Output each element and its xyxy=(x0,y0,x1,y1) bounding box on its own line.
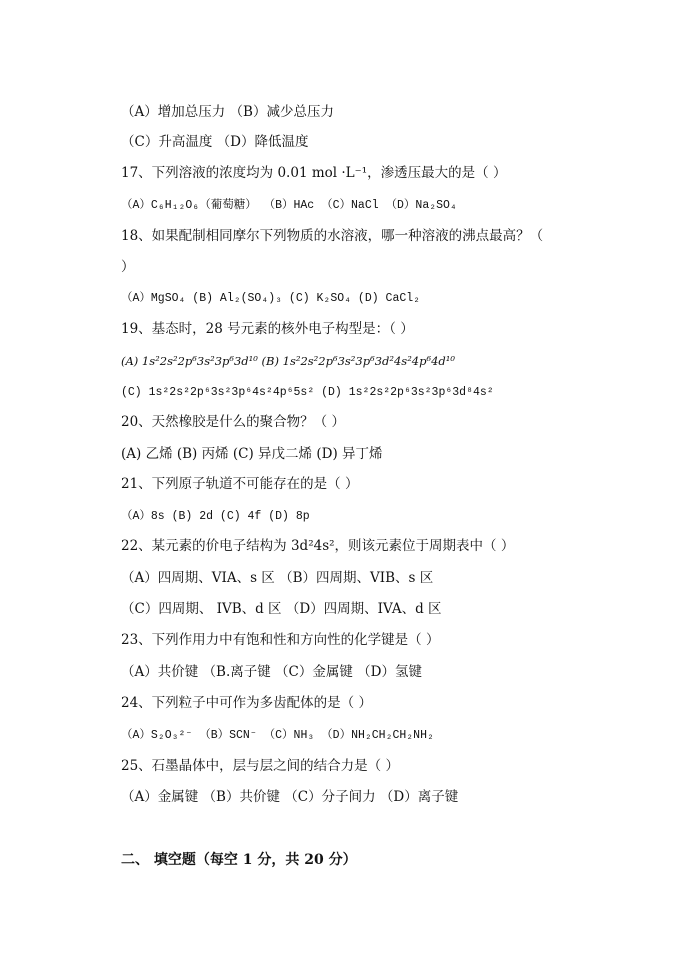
question-22-options-cd: （C）四周期、 IVB、d 区 （D）四周期、IVA、d 区 xyxy=(121,601,442,617)
question-21: 21、下列原子轨道不可能存在的是（ ） xyxy=(121,476,359,492)
question-22-options-ab: （A）四周期、VIA、s 区 （B）四周期、VIB、s 区 xyxy=(121,570,434,586)
question-18-options: （A）MgSO₄ (B) Al₂(SO₄)₃ (C) K₂SO₄ (D) CaCl₂ xyxy=(121,292,421,305)
question-25: 25、石墨晶体中，层与层之间的结合力是（ ） xyxy=(121,758,399,774)
question-24-options: （A）S₂O₃²⁻ （B）SCN⁻ （C）NH₃ （D）NH₂CH₂CH₂NH₂ xyxy=(121,729,434,742)
question-18-continuation: ） xyxy=(121,259,135,275)
question-17-options: （A）C₆H₁₂O₆（葡萄糖） （B）HAc （C）NaCl （D）Na₂SO₄ xyxy=(121,199,457,212)
question-19-options-cd: (C) 1s²2s²2p⁶3s²3p⁶4s²4p⁶5s² (D) 1s²2s²2p⁶3s²3p⁶3d⁸4s² xyxy=(121,386,494,399)
question-20: 20、天然橡胶是什么的聚合物？（ ） xyxy=(121,414,345,430)
question-19: 19、基态时，28 号元素的核外电子构型是：（ ） xyxy=(121,321,414,337)
question-23: 23、下列作用力中有饱和性和方向性的化学键是（ ） xyxy=(121,632,440,648)
question-19-options-ab: (A) 1s²2s²2p⁶3s²3p⁶3d¹⁰ (B) 1s²2s²2p⁶3s²3p⁶3d²4s²4p⁶4d¹⁰ xyxy=(121,354,455,368)
question-23-options: （A）共价键 （B.离子键 （C）金属键 （D）氢键 xyxy=(121,664,422,680)
question-21-options: （A）8s (B) 2d (C) 4f (D) 8p xyxy=(121,510,310,523)
section-heading-fill-in: 二、 填空题（每空 1 分，共 20 分） xyxy=(121,852,357,868)
option-line-temperature: （C）升高温度 （D）降低温度 xyxy=(121,134,309,150)
question-17: 17、下列溶液的浓度均为 0.01 mol ·L⁻¹，渗透压最大的是（ ） xyxy=(121,165,507,181)
question-18: 18、如果配制相同摩尔下列物质的水溶液，哪一种溶液的沸点最高？（ xyxy=(121,228,544,244)
question-20-options: (A) 乙烯 (B) 丙烯 (C) 异戊二烯 (D) 异丁烯 xyxy=(121,446,383,462)
question-22: 22、某元素的价电子结构为 3d²4s²，则该元素位于周期表中（ ） xyxy=(121,538,515,554)
question-24: 24、下列粒子中可作为多齿配体的是（ ） xyxy=(121,695,372,711)
option-line-pressure: （A）增加总压力 （B）减少总压力 xyxy=(121,104,334,120)
question-25-options: （A）金属键 （B）共价键 （C）分子间力 （D）离子键 xyxy=(121,789,459,805)
